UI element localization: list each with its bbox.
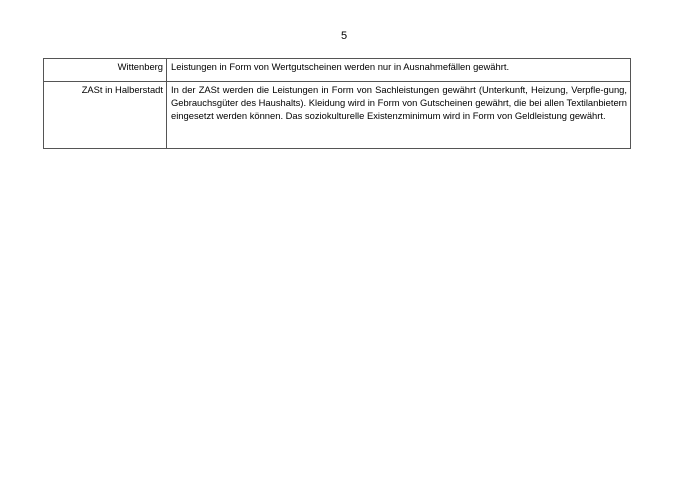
region-cell: ZASt in Halberstadt [44, 82, 167, 149]
benefits-table [43, 58, 631, 149]
region-cell: Wittenberg [44, 59, 167, 82]
table-row [44, 82, 631, 149]
table-row [44, 59, 631, 82]
description-cell: Leistungen in Form von Wertgutscheinen werden nur in Ausnahmefällen gewährt. [167, 59, 631, 82]
page-number: 5 [340, 30, 348, 42]
description-cell: In der ZASt werden die Leistungen in Form von Sachleistungen gewährt (Unterkunft, Heizung, Verpfle-gung, Gebrauchsgüter des Haushalts). Kleidung wird in Form von Gutscheinen gewährt, die bei allen Textilanbietern eingesetzt werden können. Das soziokulturelle Existenzminimum wird in Form von Geldleistung gewährt. [167, 82, 631, 149]
